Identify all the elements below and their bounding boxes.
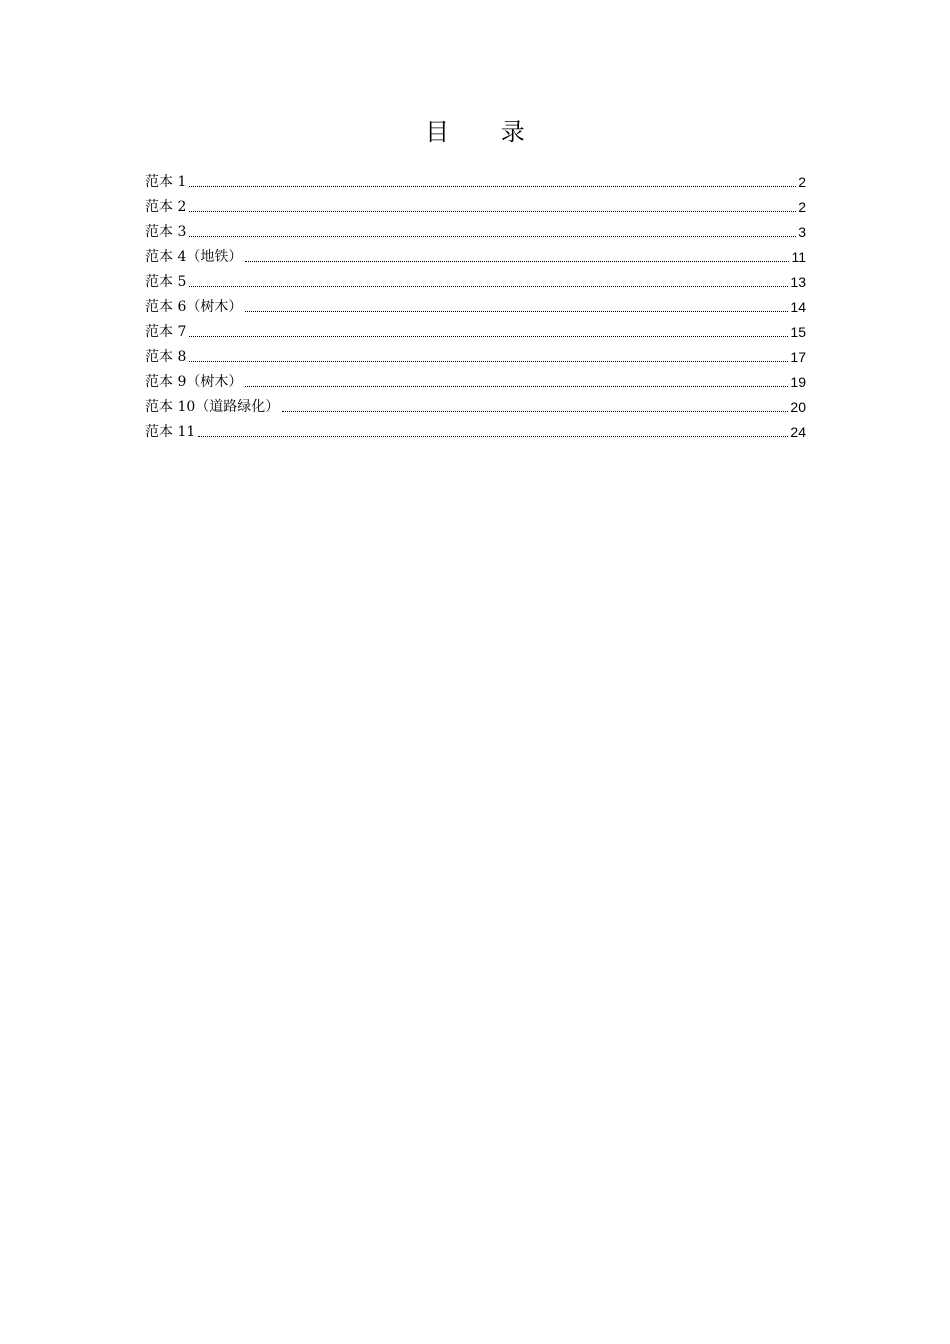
toc-entry[interactable] (145, 192, 806, 217)
toc-entry[interactable] (145, 292, 806, 317)
toc-entry-page-number: 13 (790, 274, 806, 290)
toc-dot-leader (198, 435, 788, 437)
toc-dot-leader (189, 285, 788, 287)
toc-dot-leader (245, 385, 788, 387)
toc-dot-leader (189, 335, 788, 337)
toc-dot-leader (189, 235, 796, 237)
toc-entry[interactable] (145, 242, 806, 267)
toc-entry[interactable] (145, 317, 806, 342)
toc-title: 目 录 (425, 118, 547, 146)
toc-dot-leader (189, 210, 796, 212)
toc-entry-page-number: 2 (798, 174, 806, 190)
toc-dot-leader (189, 185, 796, 187)
toc-entry-page-number: 11 (791, 249, 806, 265)
toc-entry-label: 范本 8 (145, 349, 187, 365)
toc-dot-leader (189, 360, 788, 362)
toc-entry-page-number: 19 (790, 374, 806, 390)
toc-entry-label: 范本 6（树木） (145, 299, 243, 315)
toc-entry-page-number: 17 (790, 349, 806, 365)
toc-entry-page-number: 24 (790, 424, 806, 440)
toc-entry-label: 范本 4（地铁） (145, 249, 243, 265)
toc-entry-label: 范本 7 (145, 324, 187, 340)
toc-entry-page-number: 2 (798, 199, 806, 215)
toc-entry-label: 范本 11 (145, 424, 196, 440)
toc-entry[interactable] (145, 217, 806, 242)
toc-entry-page-number: 15 (790, 324, 806, 340)
toc-entry-label: 范本 1 (145, 174, 187, 190)
toc-entry-label: 范本 9（树木） (145, 374, 243, 390)
toc-dot-leader (245, 260, 789, 262)
toc-entry[interactable] (145, 267, 806, 292)
toc-entry[interactable] (145, 342, 806, 367)
toc-entry-label: 范本 10（道路绿化） (145, 399, 280, 415)
toc-dot-leader (282, 410, 788, 412)
table-of-contents (145, 167, 806, 442)
toc-dot-leader (245, 310, 788, 312)
toc-entry[interactable] (145, 392, 806, 417)
toc-entry[interactable] (145, 367, 806, 392)
toc-entry-label: 范本 3 (145, 224, 187, 240)
toc-entry-label: 范本 5 (145, 274, 187, 290)
toc-entry-page-number: 14 (790, 299, 806, 315)
toc-entry-page-number: 3 (798, 224, 806, 240)
toc-entry[interactable] (145, 167, 806, 192)
toc-entry-page-number: 20 (790, 399, 806, 415)
toc-entry-label: 范本 2 (145, 199, 187, 215)
toc-entry[interactable] (145, 417, 806, 442)
